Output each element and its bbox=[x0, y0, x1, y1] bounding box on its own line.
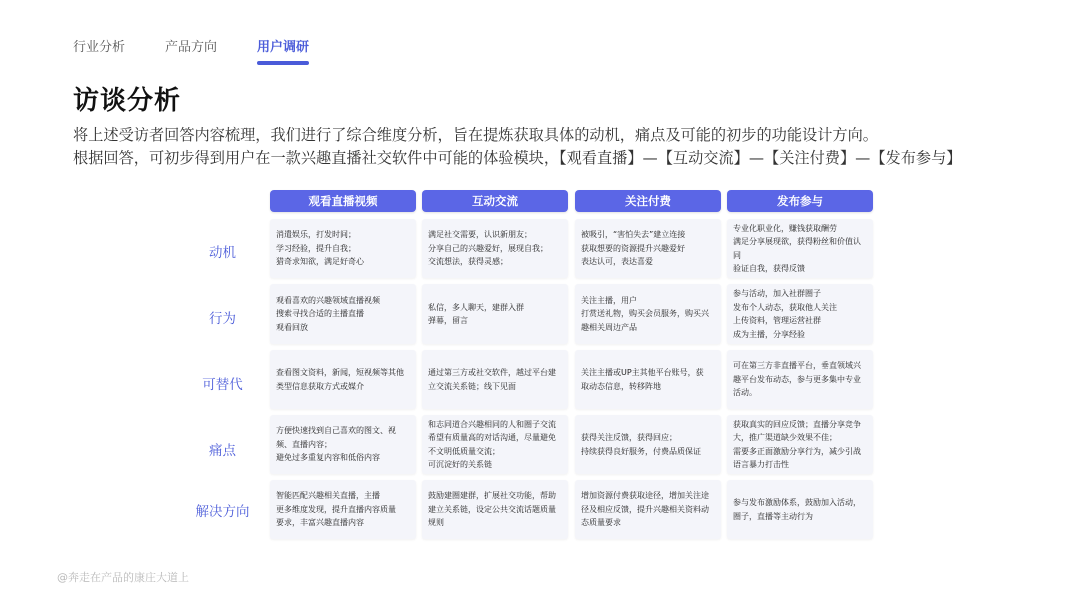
top-tabs bbox=[73, 36, 309, 63]
table-cell: 参与活动，加入社群圈子 发布个人动态，获取他人关注 上传资料，管理运营社群 成为主播，分享经验 bbox=[727, 284, 873, 344]
column-header-follow-pay: 关注付费 bbox=[575, 190, 721, 212]
column-header-interaction: 互动交流 bbox=[422, 190, 568, 212]
description-line-1: 将上述受访者回答内容梳理，我们进行了综合维度分析，旨在提炼获取具体的动机，痛点及可能的初步的功能设计方向。 bbox=[73, 126, 878, 144]
row-label-behavior: 行为 bbox=[209, 311, 236, 327]
table-cell: 智能匹配兴趣相关直播，主播 更多维度发现，提升直播内容质量 要求，丰富兴趣直播内容 bbox=[270, 480, 416, 539]
table-cell: 观看喜欢的兴趣领域直播视频 搜索寻找合适的主播直播 观看回放 bbox=[270, 284, 416, 344]
row-label-pain-point: 痛点 bbox=[209, 443, 236, 459]
table-cell: 鼓励建圈建群，扩展社交功能，帮助 建立关系链，设定公共交流话题质量 规则 bbox=[422, 480, 568, 539]
table-cell: 增加资源付费获取途径，增加关注途 径及相应反馈，提升兴趣相关资料动 态质量要求 bbox=[575, 480, 721, 539]
row-label-alternative: 可替代 bbox=[202, 377, 243, 393]
row-label-motivation: 动机 bbox=[209, 245, 236, 261]
table-cell: 满足社交需要，认识新朋友； 分享自己的兴趣爱好，展现自我； 交流想法，获得灵感； bbox=[422, 219, 568, 278]
tab-industry-analysis[interactable]: 行业分析 bbox=[73, 40, 126, 55]
column-header-publish: 发布参与 bbox=[727, 190, 873, 212]
table-cell: 查看图文资料，新闻，短视频等其他 类型信息获取方式或媒介 bbox=[270, 350, 416, 409]
watermark-text: @奔走在产品的康庄大道上 bbox=[57, 571, 189, 584]
table-cell: 消遣娱乐，打发时间； 学习经验，提升自我； 猎奇求知欲，满足好奇心 bbox=[270, 219, 416, 278]
table-cell: 专业化职业化，赚钱获取酬劳 满足分享展现欲，获得粉丝和价值认同 验证自我，获得反馈 bbox=[727, 219, 873, 278]
tab-user-research[interactable]: 用户调研 bbox=[257, 36, 309, 63]
table-cell: 获得关注反馈，获得回应； 持续获得良好服务，付费品质保证 bbox=[575, 415, 721, 474]
table-cell: 被吸引，“害怕失去”建立连接 获取想要的资源提升兴趣爱好 表达认可，表达喜爱 bbox=[575, 219, 721, 278]
table-cell: 关注主播，用户 打赏送礼物，购买会员服务，购买兴 趣相关周边产品 bbox=[575, 284, 721, 344]
table-cell: 参与发布激励体系，鼓励加入活动， 圈子，直播等主动行为 bbox=[727, 480, 873, 539]
column-header-watch-live: 观看直播视频 bbox=[270, 190, 416, 212]
table-cell: 获取真实的回应反馈；直播分享竞争 大，推广渠道缺少效果不佳； 需要多正面激励分享行为，减少引战 语言暴力打击性 bbox=[727, 415, 873, 474]
description-line-2: 根据回答，可初步得到用户在一款兴趣直播社交软件中可能的体验模块，【观看直播】—【互动交流】—【关注付费】—【发布参与】 bbox=[73, 149, 962, 167]
table-cell: 关注主播或UP主其他平台账号，获 取动态信息，转移阵地 bbox=[575, 350, 721, 409]
row-label-solution: 解决方向 bbox=[195, 504, 250, 520]
table-cell: 和志同道合兴趣相同的人和圈子交流 希望有质量高的对话沟通，尽量避免 不文明低质量交流； 可沉淀好的关系链 bbox=[422, 415, 568, 474]
page-description bbox=[73, 124, 1063, 170]
table-cell: 私信，多人聊天，建群入群 弹幕，留言 bbox=[422, 284, 568, 344]
page-title: 访谈分析 bbox=[73, 86, 182, 116]
tab-product-direction[interactable]: 产品方向 bbox=[165, 40, 218, 55]
table-cell: 方便快速找到自己喜欢的图文、视 频、直播内容； 避免过多重复内容和低俗内容 bbox=[270, 415, 416, 474]
table-cell: 通过第三方或社交软件，越过平台建 立交流关系链；线下见面 bbox=[422, 350, 568, 409]
table-cell: 可在第三方非直播平台，垂直领域兴 趣平台发布动态，参与更多集中专业 活动。 bbox=[727, 350, 873, 409]
